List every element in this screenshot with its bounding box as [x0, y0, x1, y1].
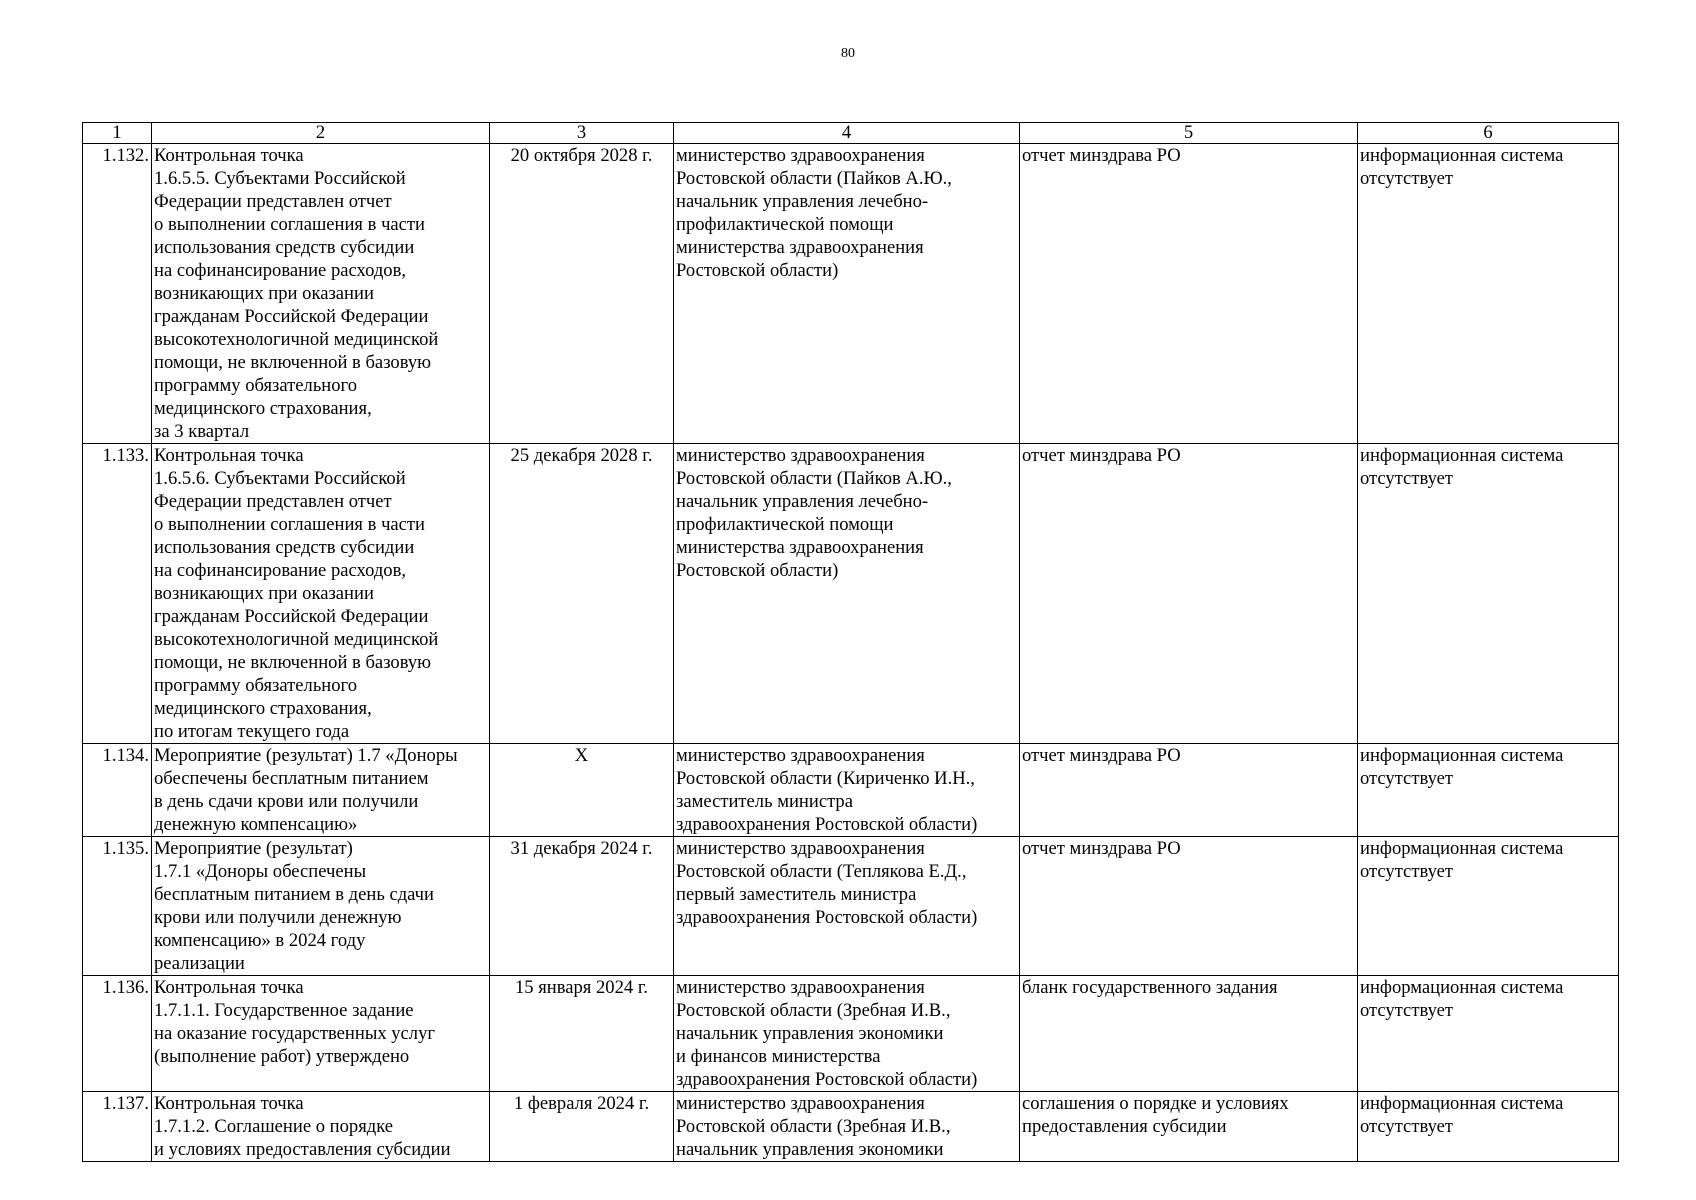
cell-text-line: отсутствует — [1360, 768, 1454, 789]
cell-text-line: на оказание государственных услуг — [154, 1023, 436, 1044]
cell-text-line: возникающих при оказании — [154, 283, 374, 304]
cell-text-line: бланк государственного задания — [1022, 977, 1278, 998]
cell-text-line: медицинского страхования, — [154, 398, 372, 419]
cell-text-line: Контрольная точка — [154, 977, 304, 998]
cell-text-line: информационная система — [1360, 1093, 1564, 1114]
document-type-cell — [1020, 144, 1358, 444]
row-number-cell: 1.137. — [83, 1092, 152, 1162]
cell-text-line: программу обязательного — [154, 675, 358, 696]
information-system-cell — [1358, 837, 1619, 976]
cell-text-line: Ростовской области) — [676, 560, 839, 581]
cell-text-line: информационная система — [1360, 145, 1564, 166]
responsible-cell — [674, 444, 1020, 744]
responsible-cell — [674, 1092, 1020, 1162]
table-row — [83, 976, 1619, 1092]
responsible-cell — [674, 144, 1020, 444]
cell-text-line: начальник управления лечебно- — [676, 191, 929, 212]
cell-text-line: Контрольная точка — [154, 1093, 304, 1114]
cell-text-line: на софинансирование расходов, — [154, 560, 407, 581]
cell-text-line: о выполнении соглашения в части — [154, 214, 425, 235]
cell-text-line: Федерации представлен отчет — [154, 491, 392, 512]
information-system-cell — [1358, 976, 1619, 1092]
table-row — [83, 444, 1619, 744]
table-row — [83, 144, 1619, 444]
cell-text-line: министерство здравоохранения — [676, 977, 925, 998]
deadline-cell: 15 января 2024 г. — [490, 976, 674, 1092]
cell-text-line: медицинского страхования, — [154, 698, 372, 719]
cell-text-line: отчет минздрава РО — [1022, 745, 1181, 766]
table-row — [83, 837, 1619, 976]
cell-text-line: министерства здравоохранения — [676, 537, 924, 558]
cell-text-line: министерство здравоохранения — [676, 1093, 925, 1114]
cell-text-line: информационная система — [1360, 838, 1564, 859]
deadline-cell: 31 декабря 2024 г. — [490, 837, 674, 976]
cell-text-line: крови или получили денежную — [154, 907, 402, 928]
cell-text-line: и условиях предоставления субсидии — [154, 1139, 451, 1160]
cell-text-line: министерства здравоохранения — [676, 237, 924, 258]
page-number: 80 — [841, 46, 855, 61]
cell-text-line: предоставления субсидии — [1022, 1116, 1227, 1137]
cell-text-line: отсутствует — [1360, 861, 1454, 882]
cell-text-line: начальник управления лечебно- — [676, 491, 929, 512]
cell-text-line: и финансов министерства — [676, 1046, 881, 1067]
event-cell — [152, 1092, 490, 1162]
row-number-cell: 1.133. — [83, 444, 152, 744]
row-number-cell: 1.132. — [83, 144, 152, 444]
cell-text-line: компенсацию» в 2024 году — [154, 930, 366, 951]
event-cell — [152, 976, 490, 1092]
cell-text-line: высокотехнологичной медицинской — [154, 329, 439, 350]
cell-text-line: Контрольная точка — [154, 145, 304, 166]
cell-text-line: отчет минздрава РО — [1022, 838, 1181, 859]
cell-text-line: программу обязательного — [154, 375, 358, 396]
cell-text-line: гражданам Российской Федерации — [154, 606, 429, 627]
cell-text-line: отчет минздрава РО — [1022, 145, 1181, 166]
cell-text-line: первый заместитель министра — [676, 884, 917, 905]
column-header: 4 — [674, 123, 1020, 144]
cell-text-line: реализации — [154, 953, 245, 974]
event-cell — [152, 144, 490, 444]
document-type-cell — [1020, 444, 1358, 744]
responsible-cell — [674, 837, 1020, 976]
cell-text-line: начальник управления экономики — [676, 1023, 944, 1044]
cell-text-line: Федерации представлен отчет — [154, 191, 392, 212]
cell-text-line: министерство здравоохранения — [676, 838, 925, 859]
plan-table — [82, 122, 1619, 1162]
cell-text-line: Мероприятие (результат) — [154, 838, 353, 859]
responsible-cell — [674, 744, 1020, 837]
cell-text-line: начальник управления экономики — [676, 1139, 944, 1160]
cell-text-line: (выполнение работ) утверждено — [154, 1046, 410, 1067]
cell-text-line: бесплатным питанием в день сдачи — [154, 884, 434, 905]
cell-text-line: информационная система — [1360, 745, 1564, 766]
cell-text-line: Ростовской области (Пайков А.Ю., — [676, 168, 952, 189]
row-number-cell: 1.135. — [83, 837, 152, 976]
cell-text-line: по итогам текущего года — [154, 721, 350, 742]
cell-text-line: Ростовской области (Зребная И.В., — [676, 1000, 951, 1021]
information-system-cell — [1358, 444, 1619, 744]
document-type-cell — [1020, 837, 1358, 976]
column-header: 5 — [1020, 123, 1358, 144]
cell-text-line: Ростовской области (Зребная И.В., — [676, 1116, 951, 1137]
row-number-cell: 1.134. — [83, 744, 152, 837]
event-cell — [152, 444, 490, 744]
cell-text-line: 1.7.1 «Доноры обеспечены — [154, 861, 367, 882]
cell-text-line: денежную компенсацию» — [154, 814, 358, 835]
deadline-cell: 1 февраля 2024 г. — [490, 1092, 674, 1162]
cell-text-line: отсутствует — [1360, 1000, 1454, 1021]
cell-text-line: соглашения о порядке и условиях — [1022, 1093, 1289, 1114]
cell-text-line: отсутствует — [1360, 168, 1454, 189]
cell-text-line: отчет минздрава РО — [1022, 445, 1181, 466]
cell-text-line: министерство здравоохранения — [676, 445, 925, 466]
cell-text-line: отсутствует — [1360, 1116, 1454, 1137]
cell-text-line: здравоохранения Ростовской области) — [676, 814, 978, 835]
cell-text-line: гражданам Российской Федерации — [154, 306, 429, 327]
table-row — [83, 744, 1619, 837]
cell-text-line: Контрольная точка — [154, 445, 304, 466]
cell-text-line: 1.7.1.1. Государственное задание — [154, 1000, 414, 1021]
cell-text-line: помощи, не включенной в базовую — [154, 652, 432, 673]
cell-text-line: 1.6.5.5. Субъектами Российской — [154, 168, 406, 189]
cell-text-line: информационная система — [1360, 445, 1564, 466]
cell-text-line: возникающих при оказании — [154, 583, 374, 604]
cell-text-line: профилактической помощи — [676, 514, 894, 535]
document-type-cell — [1020, 1092, 1358, 1162]
cell-text-line: здравоохранения Ростовской области) — [676, 907, 978, 928]
cell-text-line: Ростовской области) — [676, 260, 839, 281]
deadline-cell: 25 декабря 2028 г. — [490, 444, 674, 744]
cell-text-line: помощи, не включенной в базовую — [154, 352, 432, 373]
cell-text-line: Ростовской области (Теплякова Е.Д., — [676, 861, 967, 882]
cell-text-line: высокотехнологичной медицинской — [154, 629, 439, 650]
cell-text-line: отсутствует — [1360, 468, 1454, 489]
cell-text-line: министерство здравоохранения — [676, 145, 925, 166]
cell-text-line: Ростовской области (Кириченко И.Н., — [676, 768, 975, 789]
cell-text-line: 1.6.5.6. Субъектами Российской — [154, 468, 406, 489]
column-header: 2 — [152, 123, 490, 144]
table-row — [83, 1092, 1619, 1162]
deadline-cell: X — [490, 744, 674, 837]
cell-text-line: в день сдачи крови или получили — [154, 791, 419, 812]
cell-text-line: заместитель министра — [676, 791, 853, 812]
cell-text-line: информационная система — [1360, 977, 1564, 998]
cell-text-line: использования средств субсидии — [154, 237, 415, 258]
cell-text-line: Ростовской области (Пайков А.Ю., — [676, 468, 952, 489]
column-header: 3 — [490, 123, 674, 144]
column-header: 1 — [83, 123, 152, 144]
cell-text-line: здравоохранения Ростовской области) — [676, 1069, 978, 1090]
cell-text-line: за 3 квартал — [154, 421, 250, 442]
information-system-cell — [1358, 1092, 1619, 1162]
row-number-cell: 1.136. — [83, 976, 152, 1092]
information-system-cell — [1358, 144, 1619, 444]
document-type-cell — [1020, 976, 1358, 1092]
document-type-cell — [1020, 744, 1358, 837]
information-system-cell — [1358, 744, 1619, 837]
cell-text-line: о выполнении соглашения в части — [154, 514, 425, 535]
cell-text-line: профилактической помощи — [676, 214, 894, 235]
cell-text-line: обеспечены бесплатным питанием — [154, 768, 429, 789]
deadline-cell: 20 октября 2028 г. — [490, 144, 674, 444]
cell-text-line: на софинансирование расходов, — [154, 260, 407, 281]
event-cell — [152, 837, 490, 976]
table-header-row — [83, 123, 1619, 144]
cell-text-line: Мероприятие (результат) 1.7 «Доноры — [154, 745, 458, 766]
event-cell — [152, 744, 490, 837]
cell-text-line: 1.7.1.2. Соглашение о порядке — [154, 1116, 394, 1137]
cell-text-line: министерство здравоохранения — [676, 745, 925, 766]
responsible-cell — [674, 976, 1020, 1092]
cell-text-line: использования средств субсидии — [154, 537, 415, 558]
column-header: 6 — [1358, 123, 1619, 144]
